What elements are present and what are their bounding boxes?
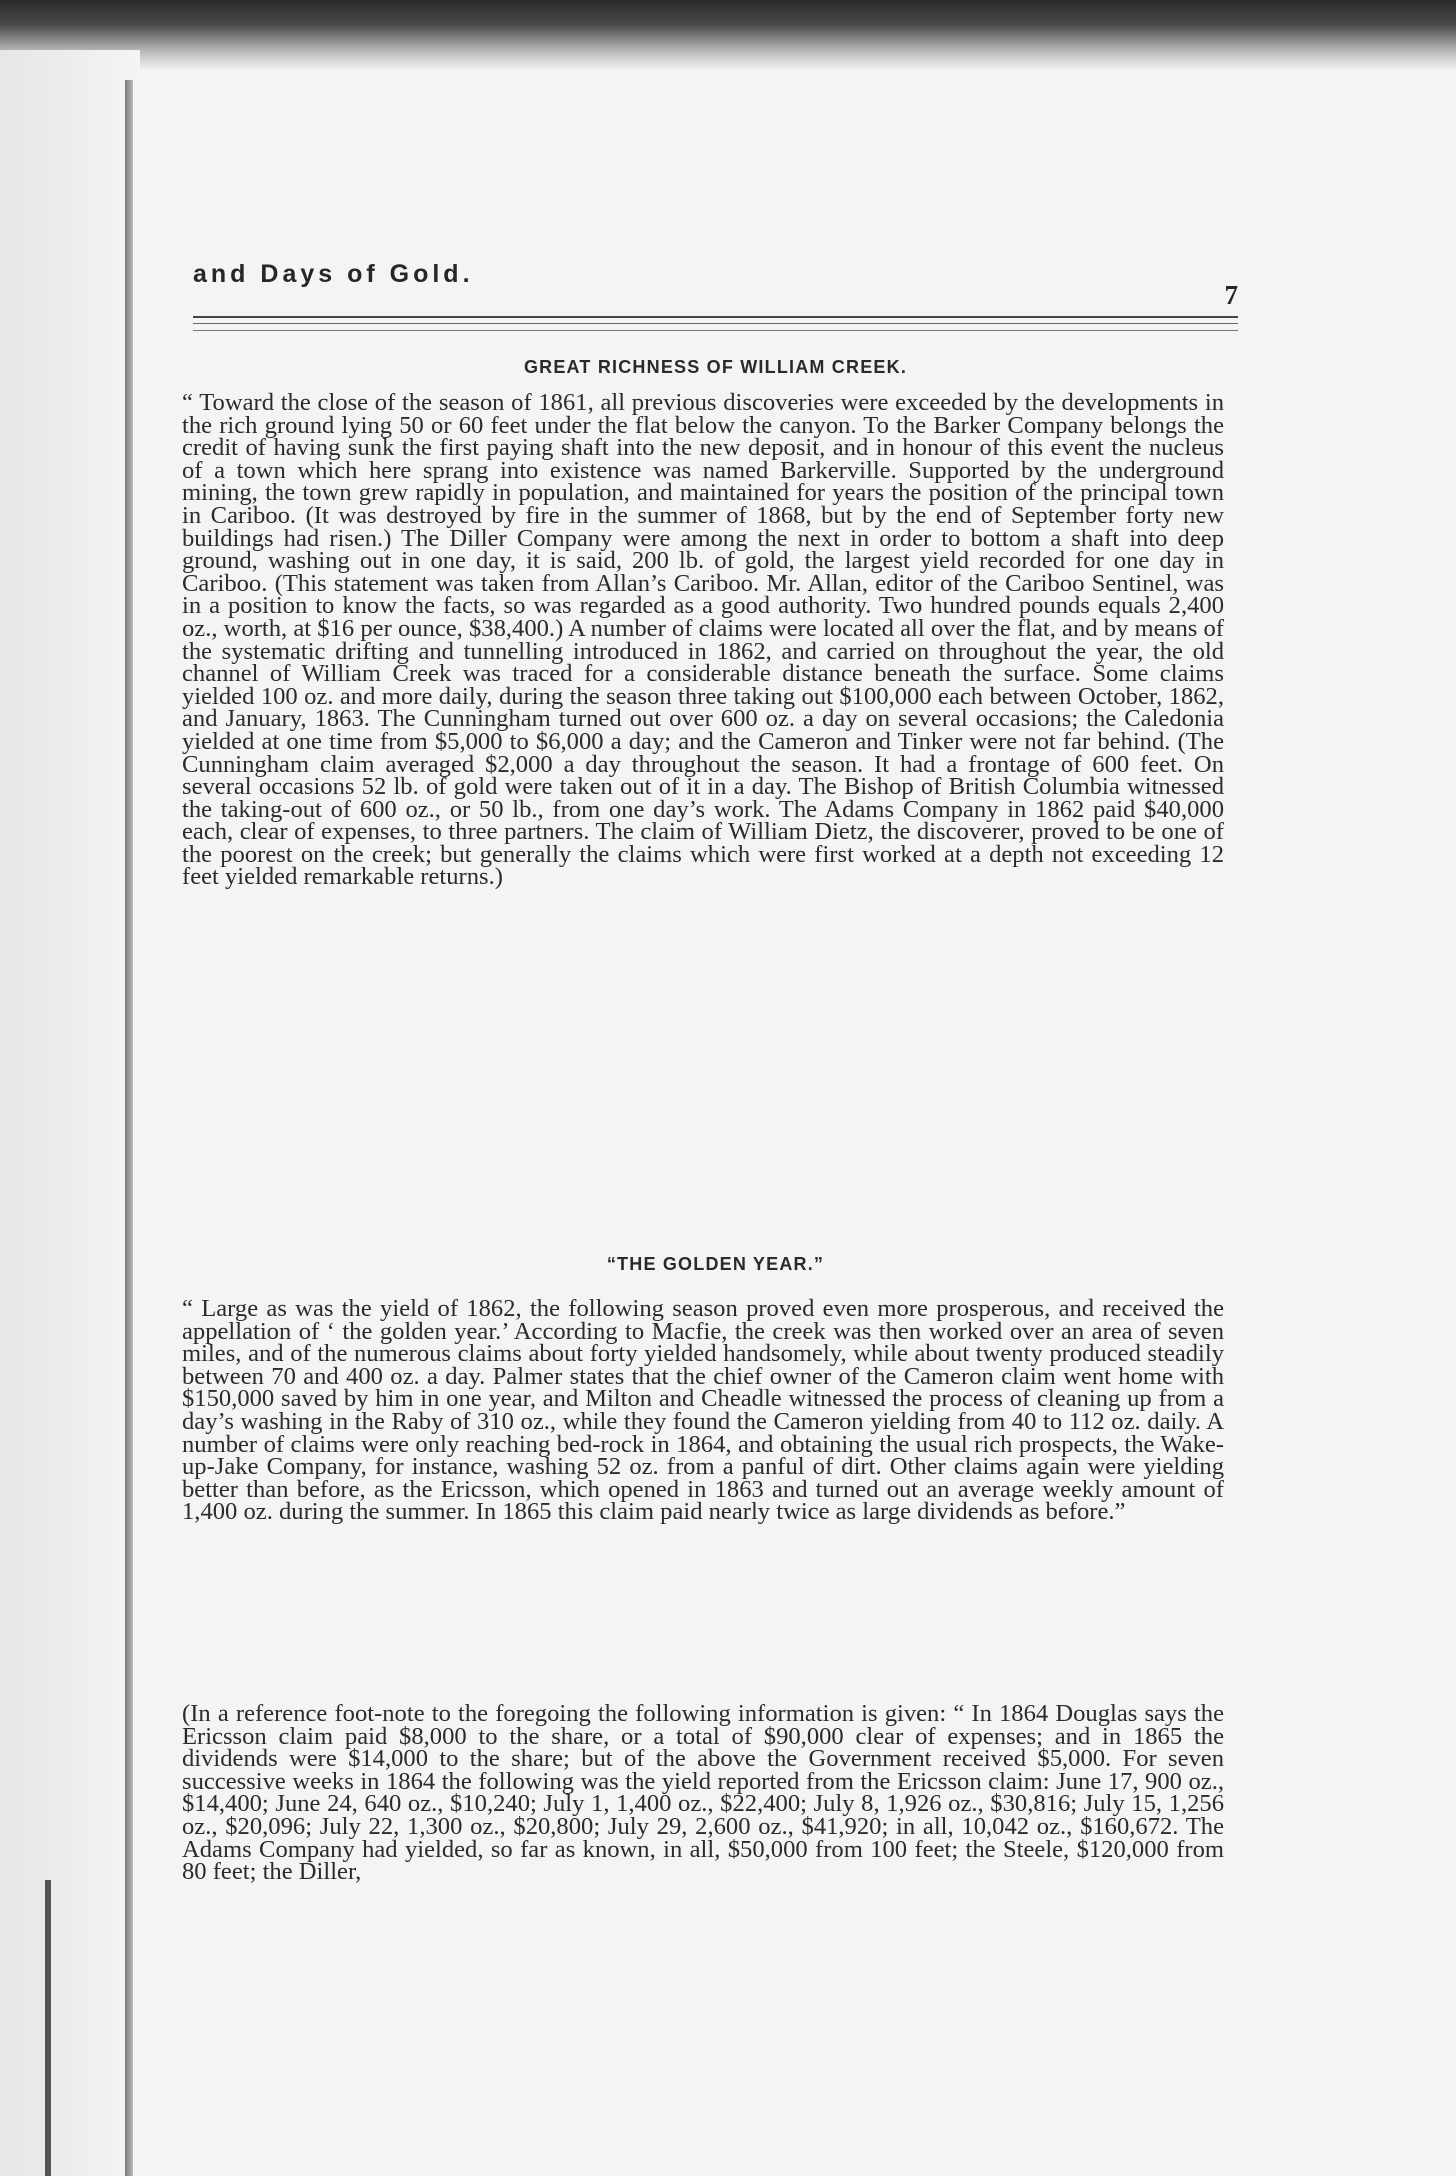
page-binding-edge [0,50,140,2176]
page-number: 7 [1224,280,1238,310]
running-head: and Days of Gold. [193,260,474,288]
header-rule [193,330,1238,331]
scan-top-shadow [0,0,1456,70]
header-rule [193,323,1238,324]
header-rule [193,316,1238,318]
body-paragraph: “ Large as was the yield of 1862, the following season proved even more prosperous, and received the appellation of ‘ the golden year.’ According to Macfie, the creek was then worked over an area of seven miles, and of the numerous claims about forty yielded handsomely, while about twenty produced steadily between 70 and 400 oz. a day. Palmer states that the chief owner of the Cameron claim went home with $150,000 saved by him in one year, and Milton and Cheadle witnessed the process of cleaning up from a day’s washing in the Raby of 310 oz., while they found the Cameron yielding from 40 to 112 oz. daily. A number of claims were only reaching bed-rock in 1864, and obtaining the usual rich prospects, the Wake-up-Jake Company, for instance, washing 52 oz. from a panful of dirt. Other claims again were yielding better than before, as the Ericsson, which opened in 1863 and turned out an average weekly amount of 1,400 oz. during the summer. In 1865 this claim paid nearly twice as large dividends as before.” [182,1295,1224,1526]
section-heading: “THE GOLDEN YEAR.” [606,1254,825,1274]
section-heading: GREAT RICHNESS OF WILLIAM CREEK. [523,357,908,377]
body-paragraph: “ Toward the close of the season of 1861, all previous discoveries were exceeded by the developments in the rich ground lying 50 or 60 feet under the flat below the canyon. To the Barker Company belongs the credit of having sunk the first paying shaft into the new deposit, and in honour of this event the nucleus of a town which here sprang into existence was named Barkerville. Supported by the underground mining, the town grew rapidly in population, and maintained for years the position of the principal town in Cariboo. (It was destroyed by fire in the summer of 1868, but by the end of September forty new buildings had risen.) The Diller Company were among the next in order to bottom a shaft into deep ground, washing out in one day, it is said, 200 lb. of gold, the largest yield recorded for one day in Cariboo. (This statement was taken from Allan’s Cariboo. Mr. Allan, editor of the Cariboo Sentinel, was in a position to know the facts, so was regarded as a good authority. Two hundred pounds equals 2,400 oz., worth, at $16 per ounce, $38,400.) A number of claims were located all over the flat, and by means of the systematic drifting and tunnelling introduced in 1862, and carried on throughout the year, the old channel of William Creek was traced for a considerable distance beneath the surface. Some claims yielded 100 oz. and more daily, during the season three taking out $100,000 each between October, 1862, and January, 1863. The Cunningham turned out over 600 oz. a day on several occasions; the Caledonia yielded at one time from $5,000 to $6,000 a day; and the Cameron and Tinker were not far behind. (The Cunningham claim averaged $2,000 a day throughout the season. It had a frontage of 600 feet. On several occasions 52 lb. of gold were taken out of it in a day. The Bishop of British Columbia witnessed the taking-out of 600 oz., or 50 lb., from one day’s work. The Adams Company in 1862 paid $40,000 each, clear of expenses, to three partners. The claim of William Dietz, the discoverer, proved to be one of the poorest on the creek; but generally the claims which were first worked at a depth not exceeding 12 feet yielded remarkable returns.) [182,389,1224,891]
binding-line [125,80,133,2176]
binding-shadow-line [45,1880,51,2176]
body-paragraph: (In a reference foot-note to the foregoing the following information is given: “ In 1864 Douglas says the Ericsson claim paid $8,000 to the share, or a total of $90,000 clear of expenses; and in 1865 the dividends were $14,000 to the share; but of the above the Government received $5,000. For seven successive weeks in 1864 the following was the yield reported from the Ericsson claim: June 17, 900 oz., $14,400; June 24, 640 oz., $10,240; July 1, 1,400 oz., $22,400; July 8, 1,926 oz., $30,816; July 15, 1,256 oz., $20,096; July 22, 1,300 oz., $20,800; July 29, 2,600 oz., $41,920; in all, 10,042 oz., $160,672. The Adams Company had yielded, so far as known, in all, $50,000 from 100 feet; the Steele, $120,000 from 80 feet; the Diller, [182,1700,1224,1886]
